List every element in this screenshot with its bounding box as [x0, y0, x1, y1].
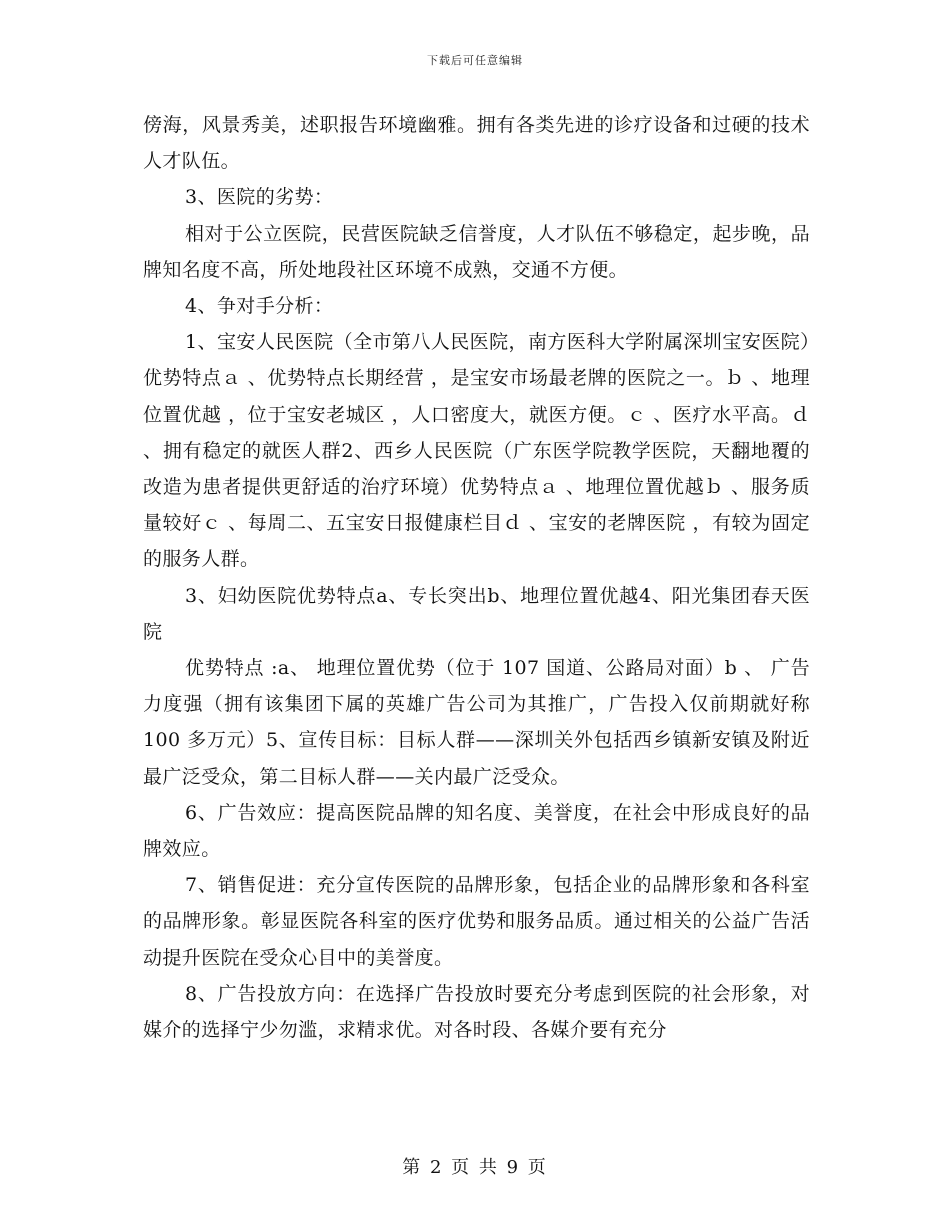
- paragraph-competitors-baoan-xixiang: 1、宝安人民医院（全市第八人民医院，南方医科大学附属深圳宝安医院）优势特点ａ 、优势特点长期经营 ，是宝安市场最老牌的医院之一。ｂ 、地理位置优越 ，位于宝安老城区 ，人口密度大，就医方便。ｃ 、医疗水平高。ｄ 、拥有稳定的就医人群2、西乡人民医院（广东医学院教学医院，天翻地覆的改造为患者提供更舒适的治疗环境）优势特点ａ 、地理位置优越ｂ 、服务质量较好ｃ 、每周二、五宝安日报健康栏目ｄ 、宝安的老牌医院 ，有较为固定的服务人群。: [143, 331, 810, 571]
- page-header-note: 下载后可任意编辑: [427, 54, 523, 67]
- paragraph-sales-promotion: 7、销售促进：充分宣传医院的品牌形象，包括企业的品牌形象和各科室的品牌形象。彰显医院各科室的医疗优势和服务品质。通过相关的公益广告活动提升医院在受众心目中的美誉度。: [143, 874, 810, 969]
- page-number-footer: 第 2 页 共 9 页: [402, 1157, 548, 1178]
- paragraph-heading-competitors: 4、争对手分析：: [185, 295, 334, 318]
- paragraph-intro-continuation: 傍海，风景秀美，述职报告环境幽雅。拥有各类先进的诊疗设备和过硬的技术人才队伍。: [143, 114, 810, 173]
- paragraph-heading-disadvantages: 3、医院的劣势：: [185, 186, 334, 209]
- paragraph-competitors-maternity-yangguang: 3、妇幼医院优势特点a、专长突出b、地理位置优越4、阳光集团春天医院: [143, 584, 810, 643]
- paragraph-advertising-direction: 8、广告投放方向：在选择广告投放时要充分考虑到医院的社会形象，对媒介的选择宁少勿滥，求精求优。对各时段、各媒介要有充分: [143, 982, 810, 1042]
- paragraph-disadvantages: 相对于公立医院，民营医院缺乏信誉度，人才队伍不够稳定，起步晚，品牌知名度不高，所处地段社区环境不成熟，交通不方便。: [143, 222, 810, 281]
- document-body: [143, 107, 810, 1048]
- paragraph-yangguang-advantages-targets: 优势特点 :a、 地理位置优势（位于 107 国道、公路局对面）b 、 广告力度强（拥有该集团下属的英雄广告公司为其推广，广告投入仅前期就好称100 多万元）5、宣传目标：目标人群——深圳关外包括西乡镇新安镇及附近最广泛受众，第二目标人群——关内最广泛受众。: [143, 657, 810, 788]
- paragraph-advertising-effect: 6、广告效应：提高医院品牌的知名度、美誉度，在社会中形成良好的品牌效应。: [143, 801, 810, 861]
